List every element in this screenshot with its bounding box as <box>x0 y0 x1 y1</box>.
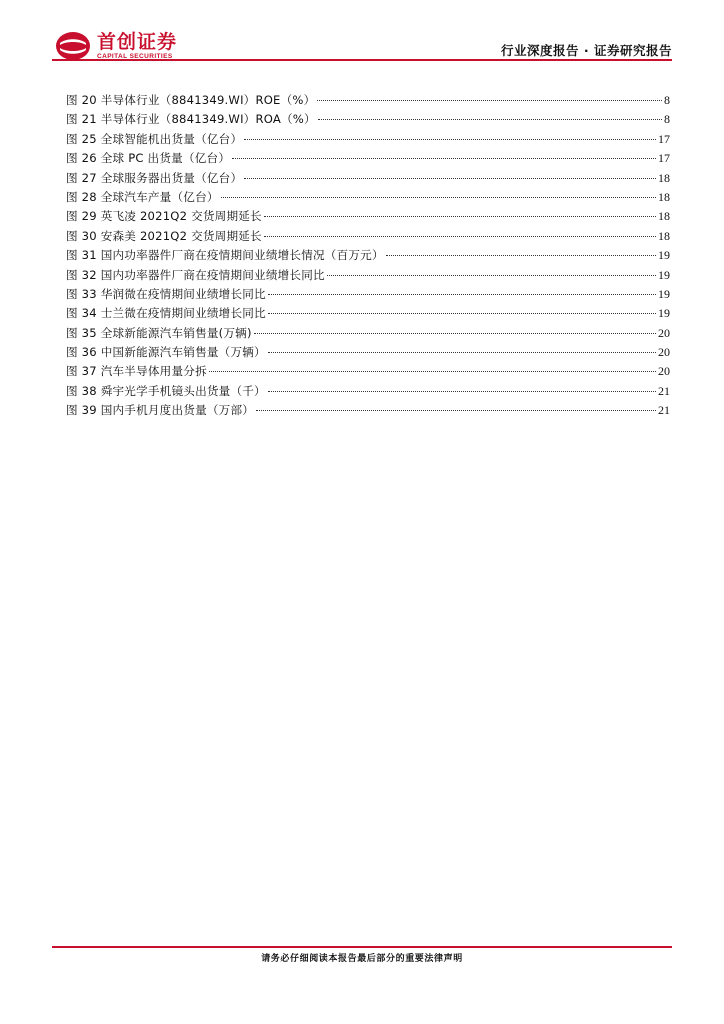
toc-leader-dots <box>318 119 662 120</box>
toc-entry-label: 图 20 半导体行业（8841349.WI）ROE（%） <box>66 93 316 107</box>
toc-entry-label: 图 30 安森美 2021Q2 交货周期延长 <box>66 228 262 243</box>
toc-entry-page: 8 <box>664 93 670 107</box>
toc-entry-label: 图 28 全球汽车产量（亿台） <box>66 189 219 204</box>
toc-entry-label: 图 34 士兰微在疫情期间业绩增长同比 <box>66 306 266 321</box>
toc-entry[interactable] <box>66 266 670 285</box>
toc-entry-page: 19 <box>658 248 670 263</box>
toc-entry-page: 18 <box>658 170 670 185</box>
toc-entry-label: 图 35 全球新能源汽车销售量(万辆) <box>66 325 252 340</box>
toc-entry-page: 18 <box>658 209 670 224</box>
toc-entry-label: 图 32 国内功率器件厂商在疫情期间业绩增长同比 <box>66 267 325 282</box>
toc-leader-dots <box>256 410 656 411</box>
toc-entry-label: 图 25 全球智能机出货量（亿台） <box>66 131 243 146</box>
header-divider <box>52 59 672 61</box>
toc-leader-dots <box>268 352 656 353</box>
toc-entry-page: 19 <box>658 306 670 321</box>
toc-leader-dots <box>244 178 656 179</box>
toc-leader-dots <box>268 313 656 314</box>
toc-leader-dots <box>254 333 656 334</box>
toc-entry-label: 图 26 全球 PC 出货量（亿台） <box>66 151 231 166</box>
toc-leader-dots <box>386 255 656 256</box>
toc-entry-label: 图 39 国内手机月度出货量（万部） <box>66 403 255 418</box>
legal-disclaimer: 请务必仔细阅读本报告最后部分的重要法律声明 <box>261 954 463 964</box>
toc-entry-page: 21 <box>658 383 670 398</box>
toc-entry-page: 20 <box>658 345 670 360</box>
brand-name-cn: 首创证券 <box>97 30 178 53</box>
toc-entry[interactable] <box>66 246 670 265</box>
toc-entry-label: 图 33 华润微在疫情期间业绩增长同比 <box>66 286 266 301</box>
toc-entry-page: 19 <box>658 286 670 301</box>
page-header <box>0 0 724 70</box>
toc-leader-dots <box>264 236 656 237</box>
toc-entry[interactable] <box>66 188 670 207</box>
footer-divider <box>52 946 672 948</box>
toc-entry[interactable] <box>66 304 670 323</box>
toc-leader-dots <box>327 275 656 276</box>
toc-leader-dots <box>268 391 656 392</box>
toc-entry[interactable] <box>66 401 670 420</box>
toc-entry[interactable] <box>66 362 670 381</box>
toc-entry-page: 17 <box>658 131 670 146</box>
toc-entry[interactable] <box>66 169 670 188</box>
toc-entry[interactable] <box>66 324 670 343</box>
toc-entry-page: 18 <box>658 228 670 243</box>
toc-entry-page: 20 <box>658 364 670 379</box>
toc-entry[interactable] <box>66 343 670 362</box>
toc-entry-page: 20 <box>658 325 670 340</box>
toc-entry[interactable] <box>66 285 670 304</box>
toc-entry-page: 18 <box>658 189 670 204</box>
brand-logo <box>54 30 177 62</box>
toc-leader-dots <box>264 216 656 217</box>
toc-entry-label: 图 38 舜宇光学手机镜头出货量（千） <box>66 383 266 398</box>
toc-leader-dots <box>221 197 656 198</box>
toc-entry-label: 图 36 中国新能源汽车销售量（万辆） <box>66 345 266 360</box>
report-type-label: 行业深度报告 · 证券研究报告 <box>501 43 672 58</box>
toc-entry[interactable] <box>66 110 670 129</box>
toc-entry-label: 图 21 半导体行业（8841349.WI）ROA（%） <box>66 112 316 127</box>
toc-entry-label: 图 29 英飞凌 2021Q2 交货周期延长 <box>66 209 262 224</box>
toc-leader-dots <box>232 158 656 159</box>
brand-name-en: CAPITAL SECURITIES <box>97 52 173 60</box>
toc-entry[interactable] <box>66 130 670 149</box>
toc-entry-page: 19 <box>658 267 670 282</box>
toc-entry-label: 图 31 国内功率器件厂商在疫情期间业绩增长情况（百万元） <box>66 248 384 263</box>
figure-list <box>66 91 670 421</box>
toc-entry-page: 17 <box>658 151 670 166</box>
toc-entry-page: 8 <box>664 112 670 127</box>
capital-securities-logo-icon <box>54 30 92 62</box>
toc-entry[interactable] <box>66 91 670 110</box>
toc-entry[interactable] <box>66 149 670 168</box>
toc-entry[interactable] <box>66 207 670 226</box>
toc-entry-label: 图 37 汽车半导体用量分拆 <box>66 364 207 379</box>
toc-entry-label: 图 27 全球服务器出货量（亿台） <box>66 170 243 185</box>
toc-entry[interactable] <box>66 382 670 401</box>
toc-leader-dots <box>317 100 662 101</box>
toc-entry[interactable] <box>66 227 670 246</box>
toc-entry-page: 21 <box>658 403 670 418</box>
toc-leader-dots <box>244 139 656 140</box>
toc-leader-dots <box>209 371 656 372</box>
toc-leader-dots <box>268 294 656 295</box>
